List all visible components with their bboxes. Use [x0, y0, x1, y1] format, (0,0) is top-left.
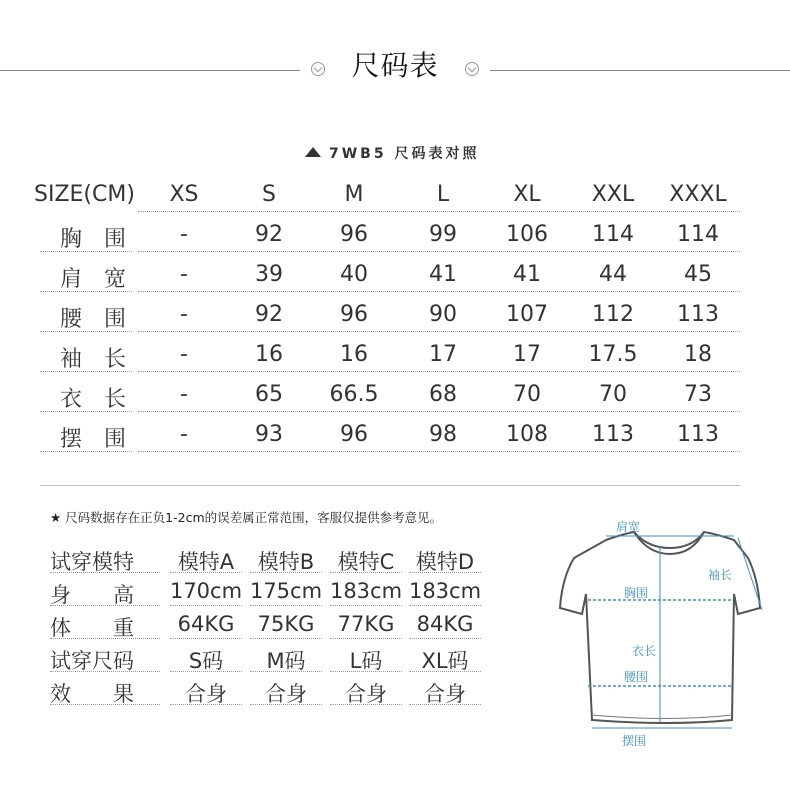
waist-label: 腰围 [624, 670, 649, 684]
table-cell: 114 [677, 222, 719, 247]
column-header: SIZE(CM) [34, 182, 135, 207]
table-cell: 17 [429, 342, 457, 367]
table-cell: 93 [255, 422, 283, 447]
table-cell: - [180, 262, 188, 287]
table-cell: 70 [513, 382, 541, 407]
table-cell: - [180, 302, 188, 327]
table-cell: 99 [429, 222, 457, 247]
row-rule [250, 605, 322, 606]
row-label: 身 高 [50, 583, 134, 607]
page-title: 尺码表 [351, 49, 439, 82]
row-label: 胸 围 [60, 227, 127, 252]
row-rule [40, 251, 132, 252]
row-rule [170, 671, 242, 672]
row-rule [330, 704, 402, 705]
column-header: M [344, 182, 364, 207]
table-cell: - [180, 342, 188, 367]
row-label: 效 果 [50, 682, 134, 706]
table-row [50, 577, 490, 610]
row-rule [250, 671, 322, 672]
tshirt-diagram [548, 510, 790, 760]
table-cell: 113 [592, 422, 634, 447]
table-cell: 92 [255, 222, 283, 247]
table-row [40, 418, 740, 458]
table-cell: 39 [255, 262, 283, 287]
size-table [34, 178, 740, 458]
row-rule [409, 572, 481, 573]
table-cell: 183cm [408, 579, 482, 603]
subtitle-text: 7WB5 尺码表对照 [329, 146, 480, 162]
table-cell: 92 [255, 302, 283, 327]
column-header: L [436, 182, 450, 207]
row-rule [409, 704, 481, 705]
table-row [50, 610, 490, 643]
table-cell: 合身 [345, 682, 387, 706]
row-label: 肩 宽 [60, 267, 127, 292]
table-cell: 170cm [169, 579, 243, 603]
divider [40, 485, 740, 486]
table-cell: - [180, 222, 188, 247]
table-row [40, 338, 740, 378]
table-cell: 合身 [265, 682, 307, 706]
table-row [40, 258, 740, 298]
column-header: XS [169, 182, 199, 207]
table-cell: 175cm [249, 579, 323, 603]
table-cell: 合身 [185, 682, 227, 706]
row-rule [170, 704, 242, 705]
table-cell: 113 [677, 302, 719, 327]
length-label: 衣长 [632, 644, 657, 658]
table-cell: 17.5 [588, 342, 638, 367]
table-subtitle [305, 143, 479, 163]
chevron-down-icon [465, 62, 479, 76]
row-label: 衣 长 [60, 387, 127, 412]
table-cell: 41 [429, 262, 457, 287]
row-rule [250, 704, 322, 705]
table-cell: L码 [349, 649, 383, 673]
row-rule [138, 291, 740, 292]
table-cell: 44 [599, 262, 627, 287]
column-header: XXXL [669, 182, 727, 207]
table-row [40, 378, 740, 418]
table-cell: 108 [506, 422, 548, 447]
table-cell: 66.5 [329, 382, 379, 407]
row-rule [40, 451, 132, 452]
row-rule [170, 605, 242, 606]
table-cell: 40 [340, 262, 368, 287]
column-header: S [262, 182, 276, 207]
row-rule [40, 411, 132, 412]
table-cell: 45 [684, 262, 712, 287]
tshirt-illustration [548, 510, 790, 760]
table-cell: 68 [429, 382, 457, 407]
row-rule [250, 572, 322, 573]
table-cell: 75KG [257, 612, 315, 636]
row-rule [50, 638, 160, 639]
table-cell: 96 [340, 422, 368, 447]
row-rule [138, 251, 740, 252]
shoulder-label: 肩宽 [616, 520, 641, 534]
row-rule [409, 605, 481, 606]
row-rule [409, 638, 481, 639]
row-rule [409, 671, 481, 672]
mountain-logo-icon [305, 147, 321, 157]
table-row [50, 643, 490, 676]
table-cell: 16 [255, 342, 283, 367]
row-rule [170, 638, 242, 639]
sleeve-label: 袖长 [708, 568, 733, 582]
table-cell: 106 [506, 222, 548, 247]
row-rule [138, 371, 740, 372]
table-cell: 17 [513, 342, 541, 367]
row-rule [40, 291, 132, 292]
row-rule [330, 671, 402, 672]
table-cell: 77KG [337, 612, 395, 636]
table-cell: 90 [429, 302, 457, 327]
table-cell: 96 [340, 222, 368, 247]
disclaimer-note: ★ 尺码数据存在正负1-2cm的误差属正常范围，客服仅提供参考意见。 [50, 510, 443, 525]
table-cell: 16 [340, 342, 368, 367]
row-rule [138, 211, 740, 212]
table-cell: 18 [684, 342, 712, 367]
row-label: 腰 围 [60, 307, 127, 332]
table-cell: - [180, 422, 188, 447]
row-label: 试穿尺码 [50, 649, 134, 673]
row-rule [50, 671, 160, 672]
row-label: 袖 长 [60, 347, 127, 372]
table-cell: 96 [340, 302, 368, 327]
table-cell: 113 [677, 422, 719, 447]
row-label: 试穿模特 [50, 550, 134, 574]
table-cell: 73 [684, 382, 712, 407]
row-rule [138, 411, 740, 412]
header-rule-left [0, 70, 300, 71]
row-rule [330, 605, 402, 606]
row-rule [170, 572, 242, 573]
table-cell: S码 [188, 649, 224, 673]
row-rule [250, 638, 322, 639]
table-cell: 70 [599, 382, 627, 407]
row-label: 摆 围 [60, 427, 127, 452]
chest-label: 胸围 [624, 586, 649, 600]
row-rule [138, 451, 740, 452]
table-cell: 114 [592, 222, 634, 247]
chevron-down-icon [311, 62, 325, 76]
table-row [50, 676, 490, 709]
hem-label: 摆围 [622, 734, 647, 748]
row-rule [330, 572, 402, 573]
table-cell: 模特A [177, 550, 235, 574]
table-cell: 84KG [416, 612, 474, 636]
table-cell: XL码 [421, 649, 469, 673]
table-cell: 模特C [337, 550, 395, 574]
table-cell: 65 [255, 382, 283, 407]
table-cell: 107 [506, 302, 548, 327]
table-cell: - [180, 382, 188, 407]
table-cell: 合身 [424, 682, 466, 706]
table-row [40, 218, 740, 258]
row-label: 体 重 [50, 616, 134, 640]
table-row [40, 298, 740, 338]
row-rule [40, 371, 132, 372]
column-header: XL [513, 182, 541, 207]
row-rule [50, 572, 160, 573]
row-rule [50, 704, 160, 705]
table-cell: M码 [266, 649, 306, 673]
table-cell: 112 [592, 302, 634, 327]
table-cell: 模特B [257, 550, 315, 574]
header-rule-right [490, 70, 790, 71]
table-row [50, 544, 490, 577]
row-rule [138, 331, 740, 332]
size-table-header [34, 178, 740, 218]
table-cell: 98 [429, 422, 457, 447]
row-rule [50, 605, 160, 606]
row-rule [40, 331, 132, 332]
row-rule [330, 638, 402, 639]
table-cell: 模特D [415, 550, 475, 574]
model-table [50, 544, 490, 709]
table-cell: 41 [513, 262, 541, 287]
column-header: XXL [591, 182, 635, 207]
table-cell: 64KG [177, 612, 235, 636]
table-cell: 183cm [329, 579, 403, 603]
